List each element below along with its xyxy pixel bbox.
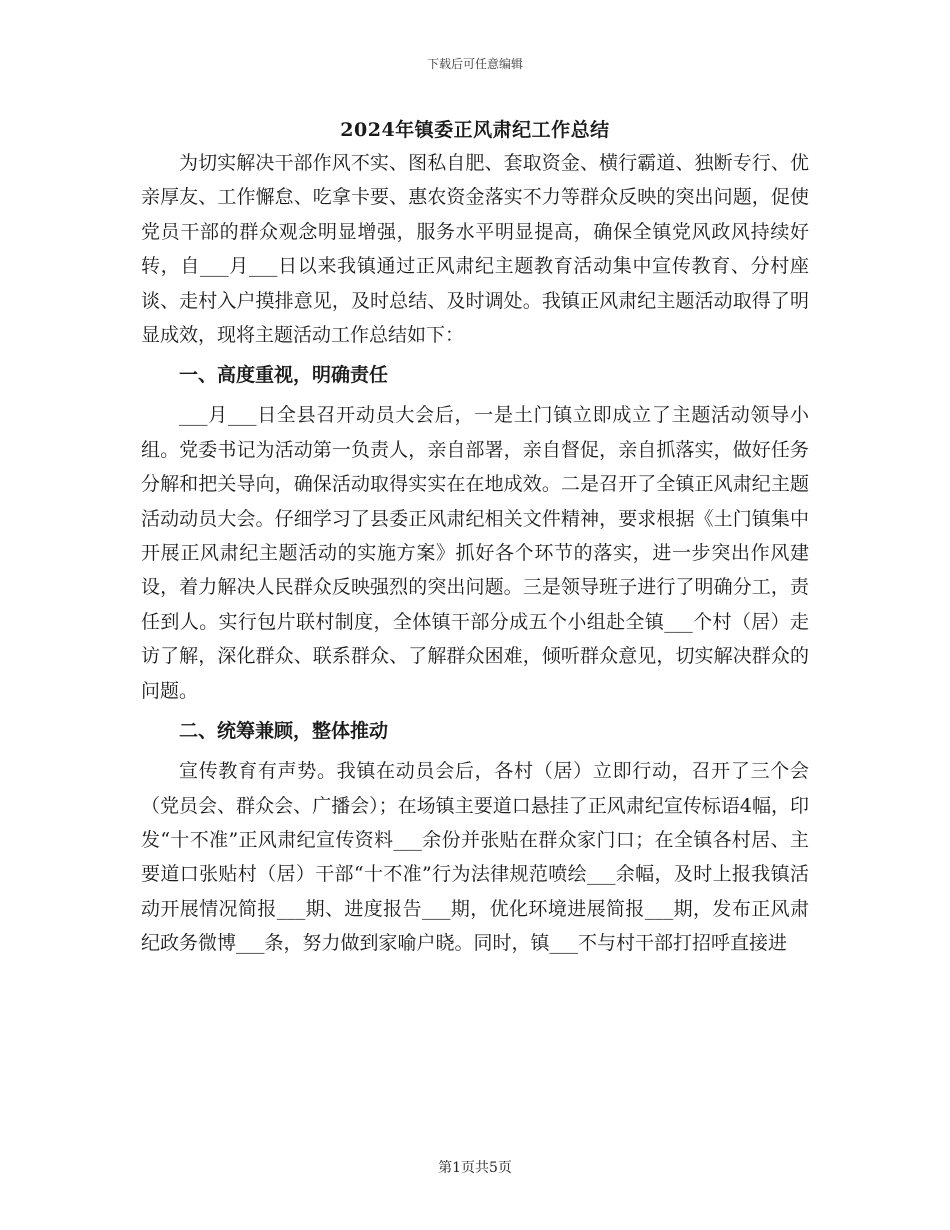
section-heading-2: 二、统筹兼顾，整体推动 bbox=[179, 720, 389, 743]
document-body bbox=[141, 146, 809, 961]
section-heading-1: 一、高度重视，明确责任 bbox=[179, 364, 389, 387]
page-number: 第1页共5页 bbox=[438, 1160, 512, 1176]
intro-paragraph: 为切实解决干部作风不实、图私自肥、套取资金、横行霸道、独断专行、优亲厚友、工作懈怠、吃拿卡要、惠农资金落实不力等群众反映的突出问题，促使党员干部的群众观念明显增强，服务水平明显提高，确保全镇党风政风持续好转，自___月___日以来我镇通过正风肃纪主题教育活动集中宣传教育、分村座谈、走村入户摸排意见，及时总结、及时调处。我镇正风肃纪主题活动取得了明显成效，现将主题活动工作总结如下： bbox=[141, 152, 809, 347]
section-2-paragraph: 宣传教育有声势。我镇在动员会后，各村（居）立即行动，召开了三个会（党员会、群众会、广播会）；在场镇主要道口悬挂了正风肃纪宣传标语4幅，印发“十不准”正风肃纪宣传资料___余份并张贴在群众家门口；在全镇各村居、主要道口张贴村（居）干部“十不准”行为法律规范喷绘___余幅，及时上报我镇活动开展情况简报___期、进度报告___期，优化环境进展简报___期，发布正风肃纪政务微博___条，努力做到家喻户晓。同时，镇___不与村干部打招呼直接进 bbox=[141, 760, 809, 955]
document-title: 2024年镇委正风肃纪工作总结 bbox=[340, 119, 610, 141]
header-note: 下载后可任意编辑 bbox=[426, 57, 523, 71]
section-1-paragraph: ___月___日全县召开动员大会后，一是土门镇立即成立了主题活动领导小组。党委书记为活动第一负责人，亲自部署，亲自督促，亲自抓落实，做好任务分解和把关导向，确保活动取得实实在在地成效。二是召开了全镇正风肃纪主题活动动员大会。仔细学习了县委正风肃纪相关文件精神，要求根据《土门镇集中开展正风肃纪主题活动的实施方案》抓好各个环节的落实，进一步突出作风建设，着力解决人民群众反映强烈的突出问题。三是领导班子进行了明确分工，责任到人。实行包片联村制度，全体镇干部分成五个小组赴全镇___个村（居）走访了解，深化群众、联系群众、了解群众困难，倾听群众意见，切实解决群众的问题。 bbox=[141, 404, 809, 702]
